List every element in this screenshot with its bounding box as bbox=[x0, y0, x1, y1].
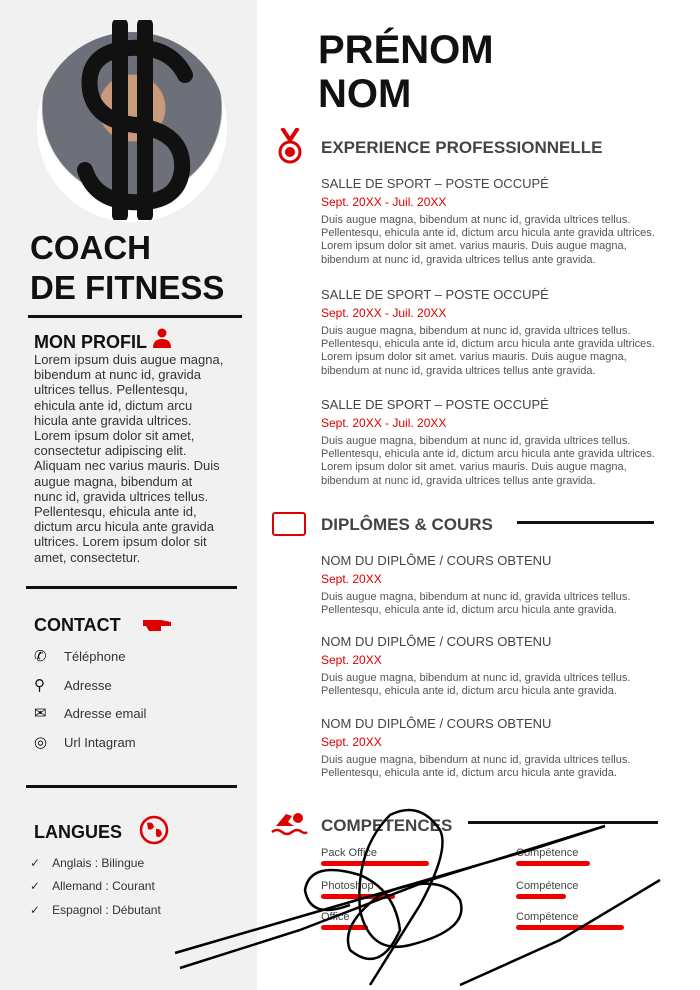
item-date: Sept. 20XX bbox=[321, 653, 382, 667]
item-title: SALLE DE SPORT – POSTE OCCUPÉ bbox=[321, 397, 549, 412]
last-name: NOM bbox=[318, 72, 412, 116]
item-title: NOM DU DIPLÔME / COURS OBTENU bbox=[321, 716, 552, 731]
skills-title: COMPETENCES bbox=[321, 816, 453, 835]
item-text: Duis augue magna, bibendum at nunc id, gravida ultrices tellus. Pellentesqu, ehicula ante id, dictum arcu hicula ante gravida. bbox=[321, 591, 631, 617]
phone-icon: ✆ bbox=[34, 648, 47, 665]
check-icon: ✓ bbox=[30, 879, 41, 893]
profile-title: MON PROFIL bbox=[34, 332, 147, 352]
item-title: NOM DU DIPLÔME / COURS OBTENU bbox=[321, 634, 552, 649]
job-title-line2: DE FITNESS bbox=[30, 269, 225, 306]
skill-label: Compétence bbox=[516, 847, 579, 859]
diplomas-title: DIPLÔMES & COURS bbox=[321, 515, 493, 534]
item-date: Sept. 20XX bbox=[321, 572, 382, 586]
languages-title: LANGUES bbox=[34, 822, 123, 842]
contact-label: Adresse bbox=[64, 677, 112, 693]
language-label: Espagnol : Débutant bbox=[52, 903, 161, 917]
contact-label: Adresse email bbox=[64, 705, 147, 721]
experience-title: EXPERIENCE PROFESSIONNELLE bbox=[321, 138, 603, 157]
skill-label: Compétence bbox=[516, 911, 579, 923]
skill-label: Photoshop bbox=[321, 880, 374, 892]
item-date: Sept. 20XX bbox=[321, 735, 382, 749]
contact-label: Url Intagram bbox=[64, 734, 136, 750]
check-icon: ✓ bbox=[30, 856, 41, 870]
item-date: Sept. 20XX - Juil. 20XX bbox=[321, 416, 447, 430]
contact-label: Téléphone bbox=[64, 648, 126, 664]
first-name: PRÉNOM bbox=[318, 28, 494, 72]
item-title: SALLE DE SPORT – POSTE OCCUPÉ bbox=[321, 176, 549, 191]
item-text: Duis augue magna, bibendum at nunc id, gravida ultrices tellus. Pellentesqu, ehicula ante id, dictum arcu hicula ante gravida. bbox=[321, 754, 631, 780]
item-text: Duis augue magna, bibendum at nunc id, gravida ultrices tellus. Pellentesqu, ehicula ante id, dictum arcu hicula ante gravida ultrices. Lorem ipsum dolor sit amet. varius mauris. Duis augue magna, bibendum at nunc id, gravida ultrices tellus ante gravida. bbox=[321, 325, 655, 377]
envelope-icon: ✉ bbox=[34, 705, 47, 722]
profile-text: Lorem ipsum duis augue magna, bibendum at nunc id, gravida ultrices tellus. Pellentesqu, ehicula ante id, dictum arcu hicula ante gravida ultrices. Lorem ipsum dolor sit amet, consectetur adipiscing elit. Aliquam nec varius mauris. Duis augue magna, bibendum at nunc id, gravida ultrices tellus. Pellentesqu, ehicula ante id, dictum arcu hicula ante gravida ultrices. Lorem ipsum dolor sit amet, consectetur. bbox=[34, 352, 224, 565]
contact-title: CONTACT bbox=[34, 615, 121, 635]
instagram-icon: ◎ bbox=[34, 734, 48, 751]
item-text: Duis augue magna, bibendum at nunc id, gravida ultrices tellus. Pellentesqu, ehicula ante id, dictum arcu hicula ante gravida. bbox=[321, 672, 631, 698]
skill-label: Pack Office bbox=[321, 847, 378, 859]
map-pin-icon: ⚲ bbox=[34, 677, 45, 694]
item-date: Sept. 20XX - Juil. 20XX bbox=[321, 195, 447, 209]
item-title: SALLE DE SPORT – POSTE OCCUPÉ bbox=[321, 287, 549, 302]
item-text: Duis augue magna, bibendum at nunc id, gravida ultrices tellus. Pellentesqu, ehicula ante id, dictum arcu hicula ante gravida ultrices. Lorem ipsum dolor sit amet. varius mauris. Duis augue magna, bibendum at nunc id, gravida ultrices tellus ante gravida. bbox=[321, 435, 655, 487]
skill-label: Office bbox=[321, 911, 350, 923]
language-label: Anglais : Bilingue bbox=[52, 856, 145, 870]
check-icon: ✓ bbox=[30, 903, 41, 917]
item-date: Sept. 20XX - Juil. 20XX bbox=[321, 306, 447, 320]
item-title: NOM DU DIPLÔME / COURS OBTENU bbox=[321, 553, 552, 568]
job-title-line1: COACH bbox=[30, 229, 151, 266]
item-text: Duis augue magna, bibendum at nunc id, gravida ultrices tellus. Pellentesqu, ehicula ante id, dictum arcu hicula ante gravida ultrices. Lorem ipsum dolor sit amet. varius mauris. Duis augue magna, bibendum at nunc id, gravida ultrices tellus ante gravida. bbox=[321, 214, 655, 266]
language-label: Allemand : Courant bbox=[52, 879, 155, 893]
skill-label: Compétence bbox=[516, 880, 579, 892]
